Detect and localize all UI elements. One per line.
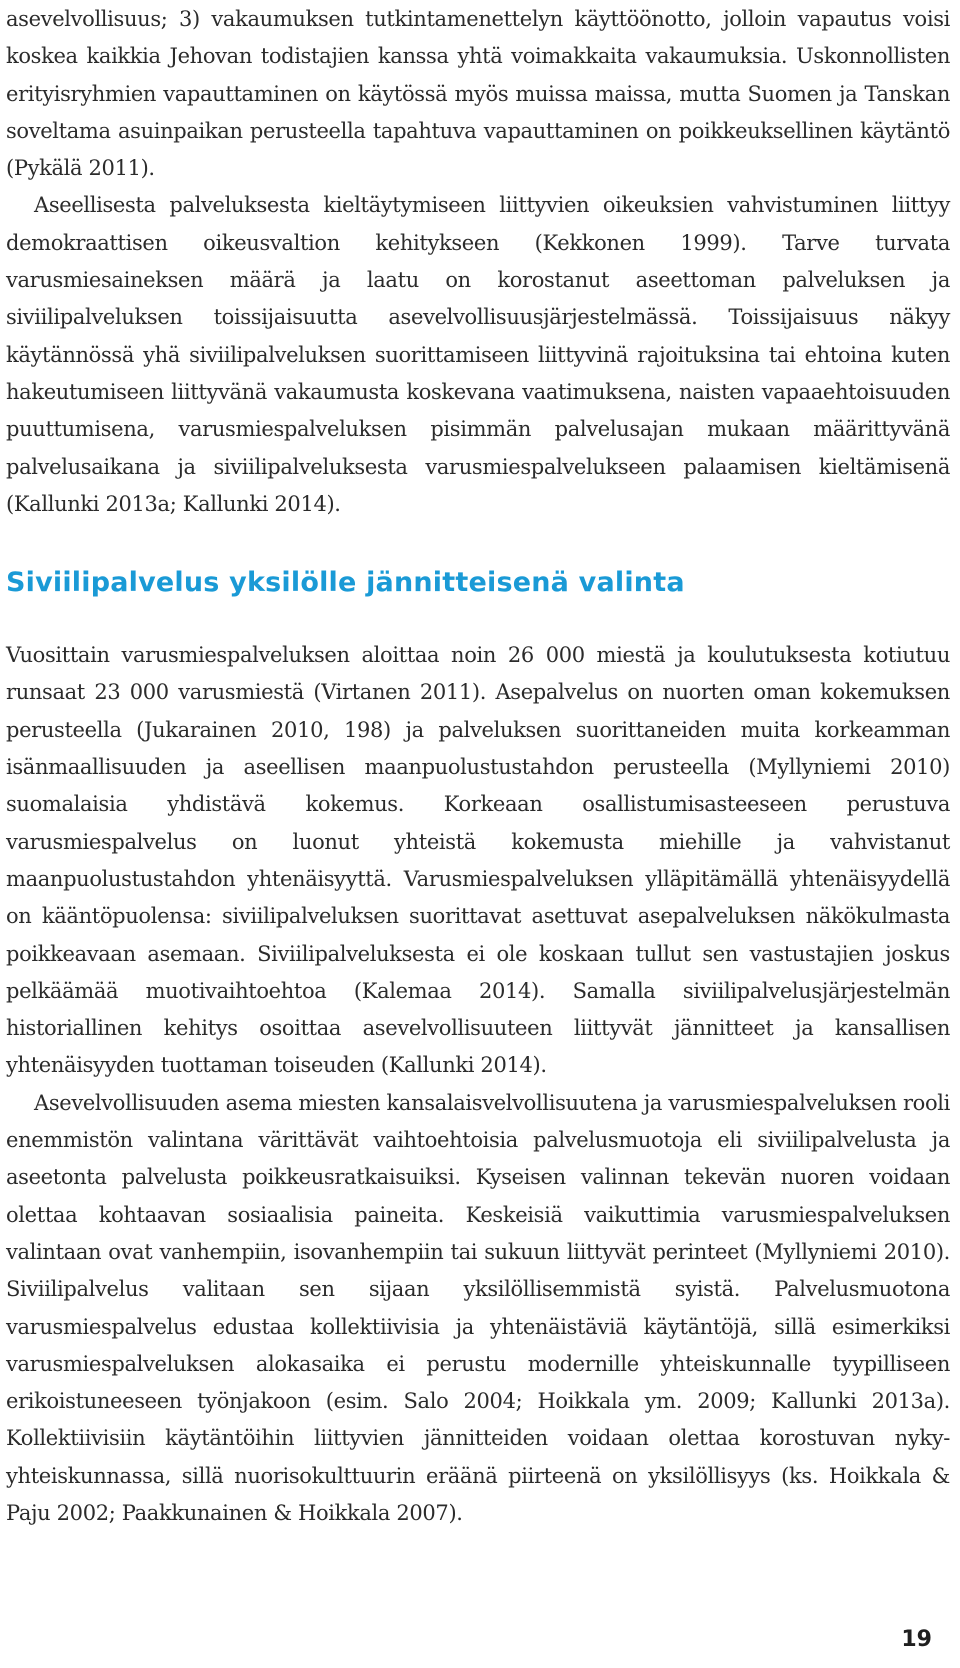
document-page <box>6 0 950 1532</box>
body-paragraph-3: Vuosittain varusmiespalveluksen aloittaa noin 26 000 miestä ja koulutuksesta kotiutuu runsaat 23 000 varusmiestä (Virtanen 2011). Asepalvelus on nuorten oman kokemuksen perusteella (Jukarainen 2010, 198) ja palveluksen suorittaneiden muita korkeamman isänmaallisuuden ja aseellisen maanpuolustustahdon perusteella (Myllyniemi 2010) suomalaisia yhdistävä kokemus. Korkeaan osallistumisasteeseen perustuva varusmiespalvelus on luonut yhteistä kokemusta miehille ja vahvistanut maanpuolustustahdon yhtenäisyyttä. Varusmiespalveluksen ylläpitämällä yhtenäisyydellä on kääntöpuolensa: siviilipalveluksen suorittavat asettuvat asepalveluksen näkökulmasta poikkeavaan asemaan. Siviilipalveluksesta ei ole koskaan tullut sen vastustajien joskus pelkäämää muotivaihtoehtoa (Kalemaa 2014). Samalla siviilipalvelusjärjestelmän historiallinen kehitys osoittaa asevelvollisuuteen liittyvät jännitteet ja kansallisen yhtenäisyyden tuottaman toiseuden (Kallunki 2014). <box>6 643 950 1078</box>
body-paragraph-4: Asevelvollisuuden asema miesten kansalaisvelvollisuutena ja varusmiespalveluksen rooli enemmistön valintana värittävät vaihtoehtoisia palvelusmuotoja eli siviilipalvelusta ja aseetonta palvelusta poikkeusratkaisuiksi. Kyseisen valinnan tekevän nuoren voidaan olettaa kohtaavan sosiaalisia paineita. Keskeisiä vaikuttimia varusmiespalveluksen valintaan ovat vanhempiin, isovanhempiin tai sukuun liittyvät perinteet (Myllyniemi 2010). Siviilipalvelus valitaan sen sijaan yksilöllisemmistä syistä. Palvelusmuotona varusmiespalvelus edustaa kollektiivisia ja yhtenäistäviä käytäntöjä, sillä esimerkiksi varusmiespalveluksen alokasaika ei perustu modernille yhteiskunnalle tyypilliseen erikoistuneeseen työnjakoon (esim. Salo 2004; Hoikkala ym. 2009; Kallunki 2013a). Kollektiivisiin käytäntöihin liittyvien jännitteiden voidaan olettaa korostuvan nyky-yhteiskunnassa, sillä nuorisokulttuurin eräänä piirteenä on yksilöllisyys (ks. Hoikkala & Paju 2002; Paakkunainen & Hoikkala 2007). <box>6 1090 950 1525</box>
body-paragraph-2: Aseellisesta palveluksesta kieltäytymiseen liittyvien oikeuksien vahvistuminen liittyy demokraattisen oikeusvaltion kehitykseen (Kekkonen 1999). Tarve turvata varusmiesaineksen määrä ja laatu on korostanut aseettoman palveluksen ja siviilipalveluksen toissijaisuutta asevelvollisuusjärjestelmässä. Toissijaisuus näkyy käytännössä yhä siviilipalveluksen suorittamiseen liittyvinä rajoituksina tai ehtoina kuten hakeutumiseen liittyvänä vakaumusta koskevana vaatimuksena, naisten vapaaehtoisuuden puuttumisena, varusmiespalveluksen pisimmän palvelusajan mukaan määrittyvänä palvelusaikana ja siviilipalveluksesta varusmiespalvelukseen palaamisen kieltämisenä (Kallunki 2013a; Kallunki 2014). <box>6 193 950 516</box>
page-number: 19 <box>901 1627 932 1652</box>
section-heading: Siviilipalvelus yksilölle jännitteisenä valinta <box>6 567 685 599</box>
body-paragraph-1: asevelvollisuus; 3) vakaumuksen tutkintamenettelyn käyttöönotto, jolloin vapautus voisi koskea kaikkia Jehovan todistajien kanssa yhtä voimakkaita vakaumuksia. Uskonnollisten erityisryhmien vapauttaminen on käytössä myös muissa maissa, mutta Suomen ja Tanskan soveltama asuinpaikan perusteella tapahtuva vapauttaminen on poikkeuksellinen käytäntö (Pykälä 2011). <box>6 7 950 181</box>
